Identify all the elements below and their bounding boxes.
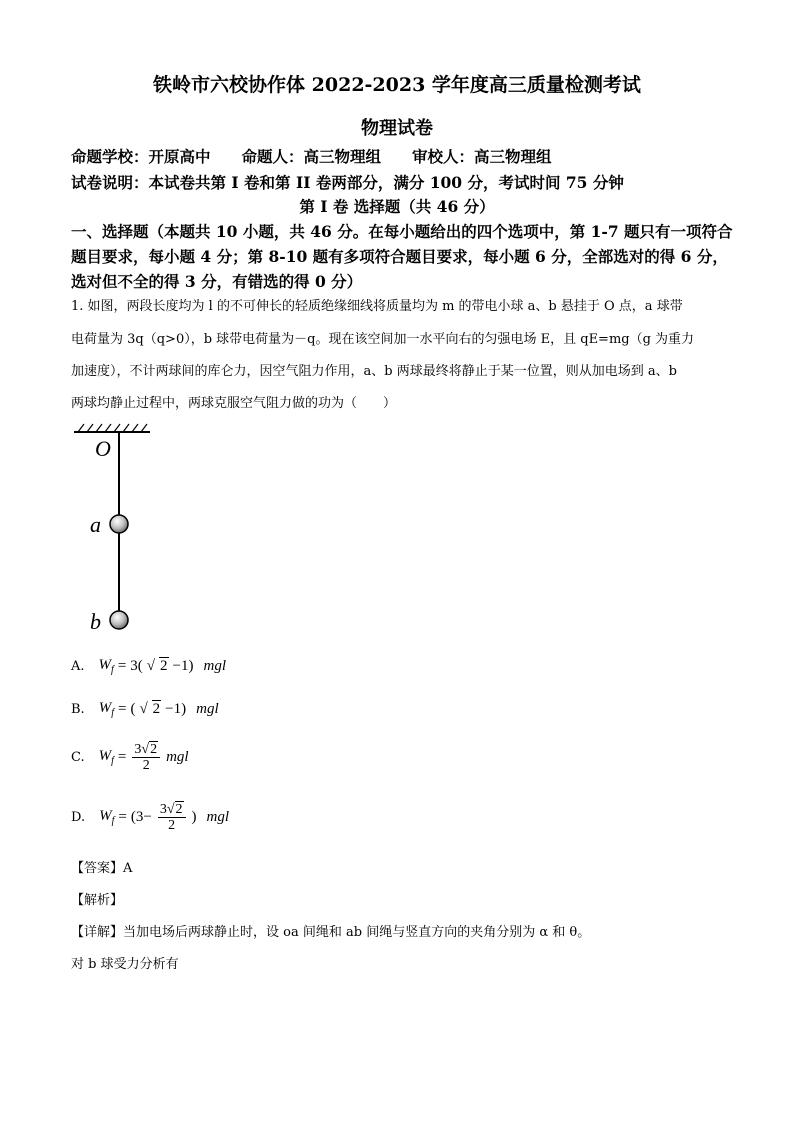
wf-symbol: W	[98, 657, 112, 673]
option-a-radicand: 2	[160, 658, 168, 675]
analysis-tag: 【解析】	[71, 893, 124, 908]
option-a-suffix: −1)	[172, 657, 194, 674]
detail-text: 当加电场后两球静止时，设 oa 间绳和 ab 间绳与竖直方向的夹角分别为 α 和 θ。	[123, 925, 591, 940]
wf-subscript: f	[111, 815, 115, 827]
ceiling	[74, 424, 150, 432]
pendulum-figure	[70, 420, 160, 635]
equals-sign: =	[117, 657, 127, 674]
option-a[interactable]: A. $W_f$ = 3( √ 2 −1) mgl	[71, 657, 226, 676]
wf-symbol: W	[98, 700, 112, 716]
option-c-denominator: 2	[142, 758, 150, 773]
wf-subscript: f	[111, 707, 114, 719]
option-b-mgl: mgl	[196, 700, 219, 717]
answer-value: A	[123, 861, 133, 876]
instructions-line-2: 题目要求，每小题 4 分；第 8-10 题有多项符合题目要求，每小题 6 分，全部选对的得 6 分，	[71, 247, 728, 266]
school-line: 命题学校：开原高中 命题人：高三物理组 审校人：高三物理组	[71, 147, 552, 166]
option-c-mgl: mgl	[166, 749, 189, 765]
ball-a	[110, 515, 128, 533]
option-d-fraction: $\frac{3√2}{2}$	[158, 802, 186, 833]
option-b-suffix: −1)	[165, 700, 187, 717]
option-b-radicand: 2	[152, 701, 161, 718]
detail-line	[71, 923, 590, 943]
detail-tag: 【详解】	[71, 925, 124, 940]
ball-b	[110, 611, 128, 629]
option-d-numerator-coef: 3	[159, 802, 167, 817]
option-a-label: A.	[71, 658, 85, 674]
option-d-label: D.	[71, 810, 86, 825]
wf-symbol: W	[99, 808, 112, 825]
label-o: O	[95, 436, 111, 461]
label-b: b	[90, 609, 101, 634]
answer-tag: 【答案】	[71, 861, 124, 876]
option-d-denominator: 2	[168, 818, 176, 833]
equals-sign: =	[118, 809, 127, 825]
equals-sign: =	[117, 749, 127, 765]
option-d[interactable]	[71, 802, 229, 833]
section-heading: 第 I 卷 选择题（共 46 分）	[299, 197, 495, 216]
option-b[interactable]: B. $W_f$ = ( √ 2 −1) mgl	[71, 700, 219, 719]
option-d-mgl: mgl	[206, 809, 229, 825]
wf-subscript: f	[111, 755, 114, 767]
instructions-line-1: 一、选择题（本题共 10 小题，共 46 分。在每小题给出的四个选项中，第 1-7 题只有一项符合	[71, 222, 733, 241]
option-c-numerator-coef: 3	[134, 742, 142, 757]
exam-title: 铁岭市六校协作体 2022-2023 学年度高三质量检测考试	[153, 74, 641, 96]
option-d-prefix: (3−	[130, 809, 152, 825]
option-d-radicand: 2	[175, 802, 183, 817]
option-c-label: C.	[71, 750, 85, 765]
wf-symbol: W	[98, 748, 112, 765]
option-c-radicand: 2	[150, 742, 158, 757]
answer-line	[71, 859, 132, 879]
equals-sign: =	[117, 700, 127, 717]
option-c-fraction: $\frac{3√2}{2}$	[132, 742, 160, 773]
force-analysis-line: 对 b 球受力分析有	[71, 957, 179, 972]
option-a-prefix: 3(	[130, 657, 143, 674]
instructions-line-3: 选对但不全的得 3 分，有错选的得 0 分）	[71, 272, 363, 291]
option-a-mgl: mgl	[203, 657, 226, 674]
exam-note: 试卷说明：本试卷共第 I 卷和第 II 卷两部分，满分 100 分，考试时间 75 分钟	[71, 173, 624, 192]
label-a: a	[90, 512, 101, 537]
question-line-1: 1. 如图，两段长度均为 l 的不可伸长的轻质绝缘细线将质量均为 m 的带电小球 a、b 悬挂于 O 点，a 球带	[71, 299, 683, 314]
question-line-3: 加速度），不计两球间的库仑力，因空气阻力作用，a、b 两球最终将静止于某一位置，则从加电场到 a、b	[71, 364, 677, 379]
option-c[interactable]	[71, 742, 189, 773]
option-d-suffix: )	[191, 809, 197, 825]
question-line-4: 两球均静止过程中，两球克服空气阻力做的功为（ ）	[71, 396, 397, 411]
question-line-2: 电荷量为 3q（q>0），b 球带电荷量为－q。现在该空间加一水平向右的匀强电场 E，且 qE=mg（g 为重力	[71, 332, 695, 347]
wf-subscript: f	[111, 664, 114, 676]
option-b-prefix: (	[130, 700, 136, 717]
option-b-label: B.	[71, 701, 85, 717]
exam-subject: 物理试卷	[361, 118, 433, 139]
